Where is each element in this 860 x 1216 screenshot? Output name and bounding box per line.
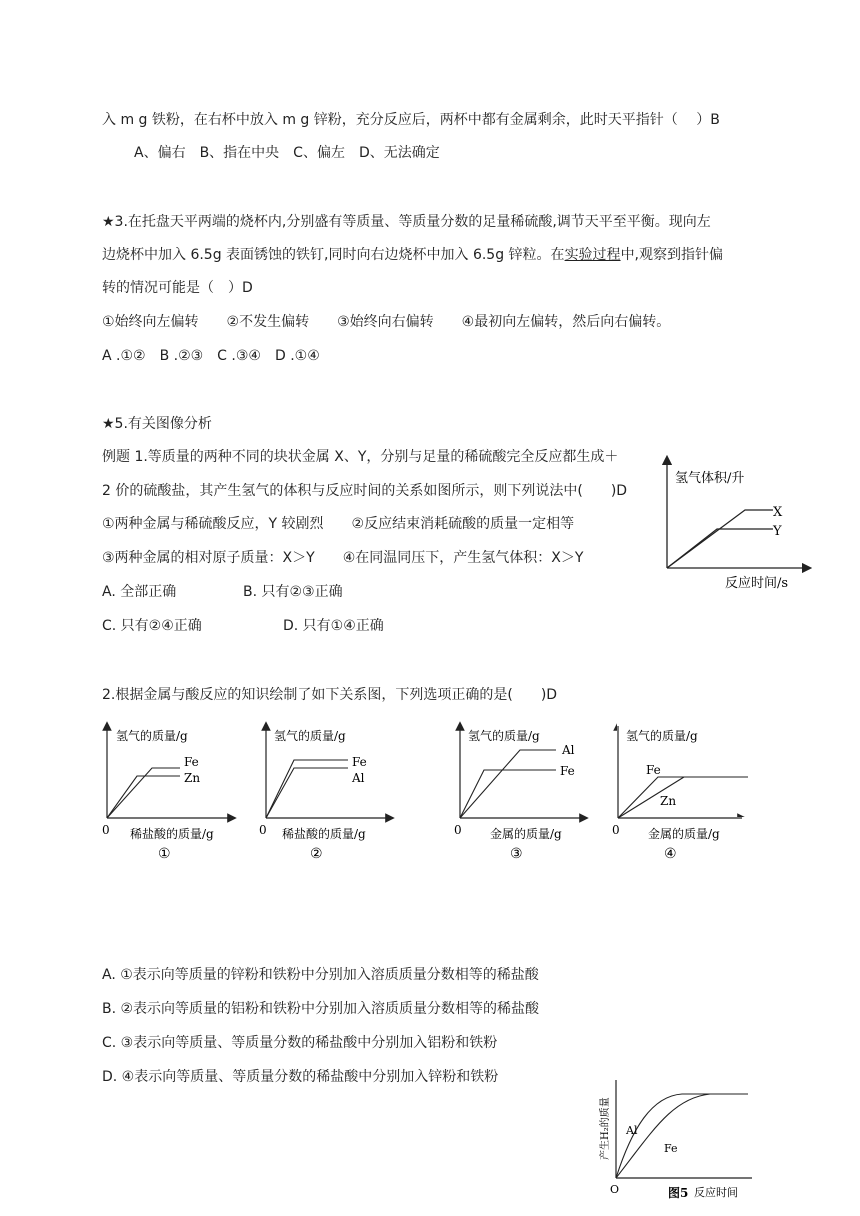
label-fe: Fe [184, 755, 199, 769]
series-label-x: X [773, 505, 783, 520]
graph-2 [258, 720, 398, 865]
x-axis-label: 稀盐酸的质量/g [130, 827, 214, 841]
label-al: Al [352, 771, 365, 785]
curve-fe [266, 760, 348, 818]
question-text: 入 m g 铁粉，在右杯中放入 m g 锌粉，充分反应后，两杯中都有金属剩余，此时天平指针（ ）B [102, 112, 720, 128]
x-axis-label: 稀盐酸的质量/g [282, 827, 366, 841]
answer-options: A、偏右 B、指在中央 C、偏左 D、无法确定 [134, 145, 440, 161]
origin-label: O [610, 1183, 620, 1196]
label-zn: Zn [660, 794, 677, 808]
label-fe: Fe [646, 763, 661, 777]
origin-label: 0 [102, 823, 110, 837]
q5-line-2: 2 价的硫酸盐，其产生氢气的体积与反应时间的关系如图所示，则下列说法中( )D [102, 483, 628, 499]
y-axis-label: 氢气的质量/g [274, 729, 346, 743]
origin-label: 0 [612, 823, 620, 837]
label-zn: Zn [184, 771, 201, 785]
q2-line-1: 2.根据金属与酸反应的知识绘制了如下关系图，下列选项正确的是( )D [102, 687, 558, 703]
curve-fe [460, 770, 556, 818]
series-x-line [667, 510, 773, 568]
x-axis-label: 金属的质量/g [490, 827, 562, 841]
figure-title: 图5 [668, 1186, 689, 1200]
series-y-line [667, 529, 773, 568]
q5-option-b: B. 只有②③正确 [243, 584, 343, 600]
curve-al [460, 750, 556, 818]
graph-number: ④ [664, 846, 677, 862]
label-fe: Fe [664, 1142, 678, 1155]
graph-1 [100, 720, 240, 865]
label-al: Al [562, 743, 575, 757]
q5-line-1: 例题 1.等质量的两种不同的块状金属 X、Y，分别与足量的稀硫酸完全反应都生成＋ [102, 449, 619, 465]
graph-number: ③ [510, 846, 523, 862]
label-fe: Fe [352, 755, 367, 769]
y-axis-label: 产生H₂的质量 [600, 1097, 611, 1160]
curve-zn [107, 776, 180, 818]
graph-number: ② [310, 846, 323, 862]
hydrogen-volume-graph [655, 455, 815, 595]
curve-fe [618, 777, 748, 818]
x-axis-label: 反应时间 [694, 1186, 738, 1199]
y-axis-label: 氢气的质量/g [626, 729, 698, 743]
q3-line-3: 转的情况可能是（ ）D [102, 280, 253, 296]
origin-label: 0 [259, 823, 267, 837]
q2-option-c: C. ③表示向等质量、等质量分数的稀盐酸中分别加入铝粉和铁粉 [102, 1035, 498, 1051]
graph-3 [452, 720, 592, 865]
x-axis-label: 反应时间/s [725, 576, 789, 591]
q2-option-a: A. ①表示向等质量的锌粉和铁粉中分别加入溶质质量分数相等的稀盐酸 [102, 967, 539, 983]
q3-line-1: ★3.在托盘天平两端的烧杯内,分别盛有等质量、等质量分数的足量稀硫酸,调节天平至平衡。现向左 [102, 214, 711, 230]
q5-line-3: ①两种金属与稀硫酸反应，Y 较剧烈 ②反应结束消耗硫酸的质量一定相等 [102, 516, 575, 532]
series-label-y: Y [773, 524, 782, 539]
y-axis-label: 氢气的质量/g [116, 729, 188, 743]
x-axis-label: 金属的质量/g [648, 827, 720, 841]
q2-option-d: D. ④表示向等质量、等质量分数的稀盐酸中分别加入锌粉和铁粉 [102, 1069, 499, 1085]
label-fe: Fe [560, 764, 575, 778]
section-heading: ★5.有关图像分析 [102, 416, 212, 432]
q5-option-c: C. 只有②④正确 [102, 618, 202, 634]
q5-option-a: A. 全部正确 [102, 584, 177, 600]
origin-label: 0 [454, 823, 462, 837]
q3-options: A .①② B .②③ C .③④ D .①④ [102, 348, 320, 364]
y-axis-label: 氢气的质量/g [468, 729, 540, 743]
q5-option-d: D. 只有①④正确 [283, 618, 384, 634]
y-axis-label: 氢气体积/升 [675, 471, 745, 486]
q3-line-2: 边烧杯中加入 6.5g 表面锈蚀的铁钉,同时向右边烧杯中加入 6.5g 锌粒。在实验过程中,观察到指针偏 [102, 247, 724, 263]
q3-statements: ①始终向左偏转 ②不发生偏转 ③始终向右偏转 ④最初向左偏转，然后向右偏转。 [102, 314, 671, 330]
q5-line-4: ③两种金属的相对原子质量：X＞Y ④在同温同压下，产生氢气体积：X＞Y [102, 550, 584, 566]
graph-number: ① [158, 846, 171, 862]
figure-5 [592, 1076, 762, 1206]
q2-option-b: B. ②表示向等质量的铝粉和铁粉中分别加入溶质质量分数相等的稀盐酸 [102, 1001, 540, 1017]
label-al: Al [626, 1124, 638, 1137]
graph-4 [610, 720, 750, 865]
